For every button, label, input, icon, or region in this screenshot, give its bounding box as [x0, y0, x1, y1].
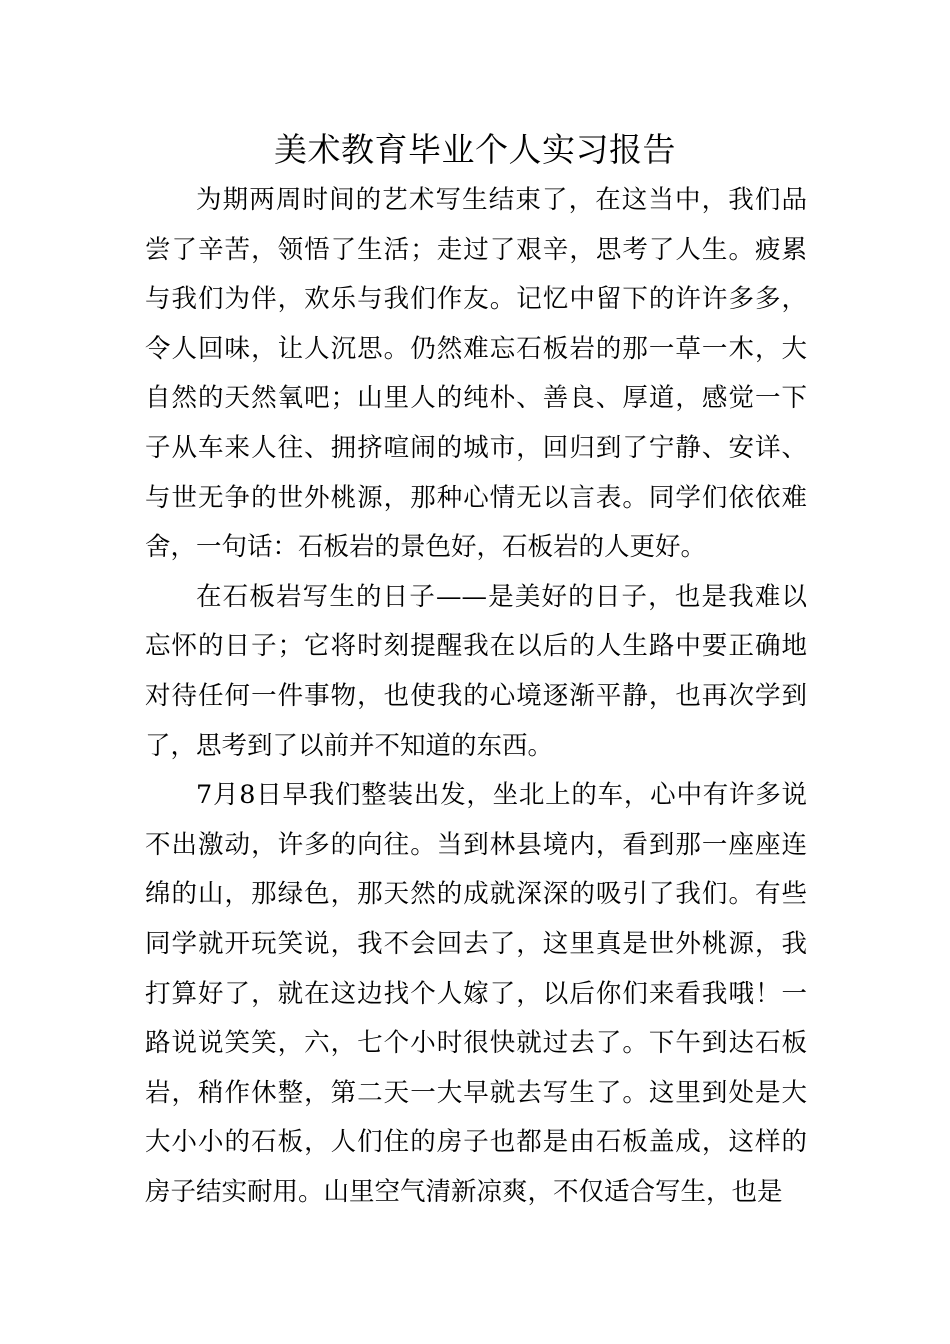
- document-title: 美术教育毕业个人实习报告: [274, 130, 676, 169]
- paragraph-2: 在石板岩写生的日子——是美好的日子，也是我难以忘怀的日子；它将时刻提醒我在以后的人生路中要正确地对待任何一件事物，也使我的心境逐渐平静，也再次学到了，思考到了以前并不知道的东西。: [145, 581, 807, 761]
- document-body: [145, 176, 807, 1217]
- paragraph-3: 7月8日早我们整装出发，坐北上的车，心中有许多说不出激动，许多的向往。当到林县境内，看到那一座座连绵的山，那绿色，那天然的成就深深的吸引了我们。有些同学就开玩笑说，我不会回去了，这里真是世外桃源，我打算好了，就在这边找个人嫁了，以后你们来看我哦！一路说说笑笑，六，七个小时很快就过去了。下午到达石板岩，稍作休整，第二天一大早就去写生了。这里到处是大大小小的石板，人们住的房子也都是由石板盖成，这样的房子结实耐用。山里空气清新凉爽，不仅适合写生，也是: [145, 780, 807, 1207]
- paragraph-1: 为期两周时间的艺术写生结束了，在这当中，我们品尝了辛苦，领悟了生活；走过了艰辛，思考了人生。疲累与我们为伴，欢乐与我们作友。记忆中留下的许许多多，令人回味，让人沉思。仍然难忘石板岩的那一草一木，大自然的天然氧吧；山里人的纯朴、善良、厚道，感觉一下子从车来人往、拥挤喧闹的城市，回归到了宁静、安详、与世无争的世外桃源，那种心情无以言表。同学们依依难舍，一句话：石板岩的景色好，石板岩的人更好。: [145, 185, 807, 563]
